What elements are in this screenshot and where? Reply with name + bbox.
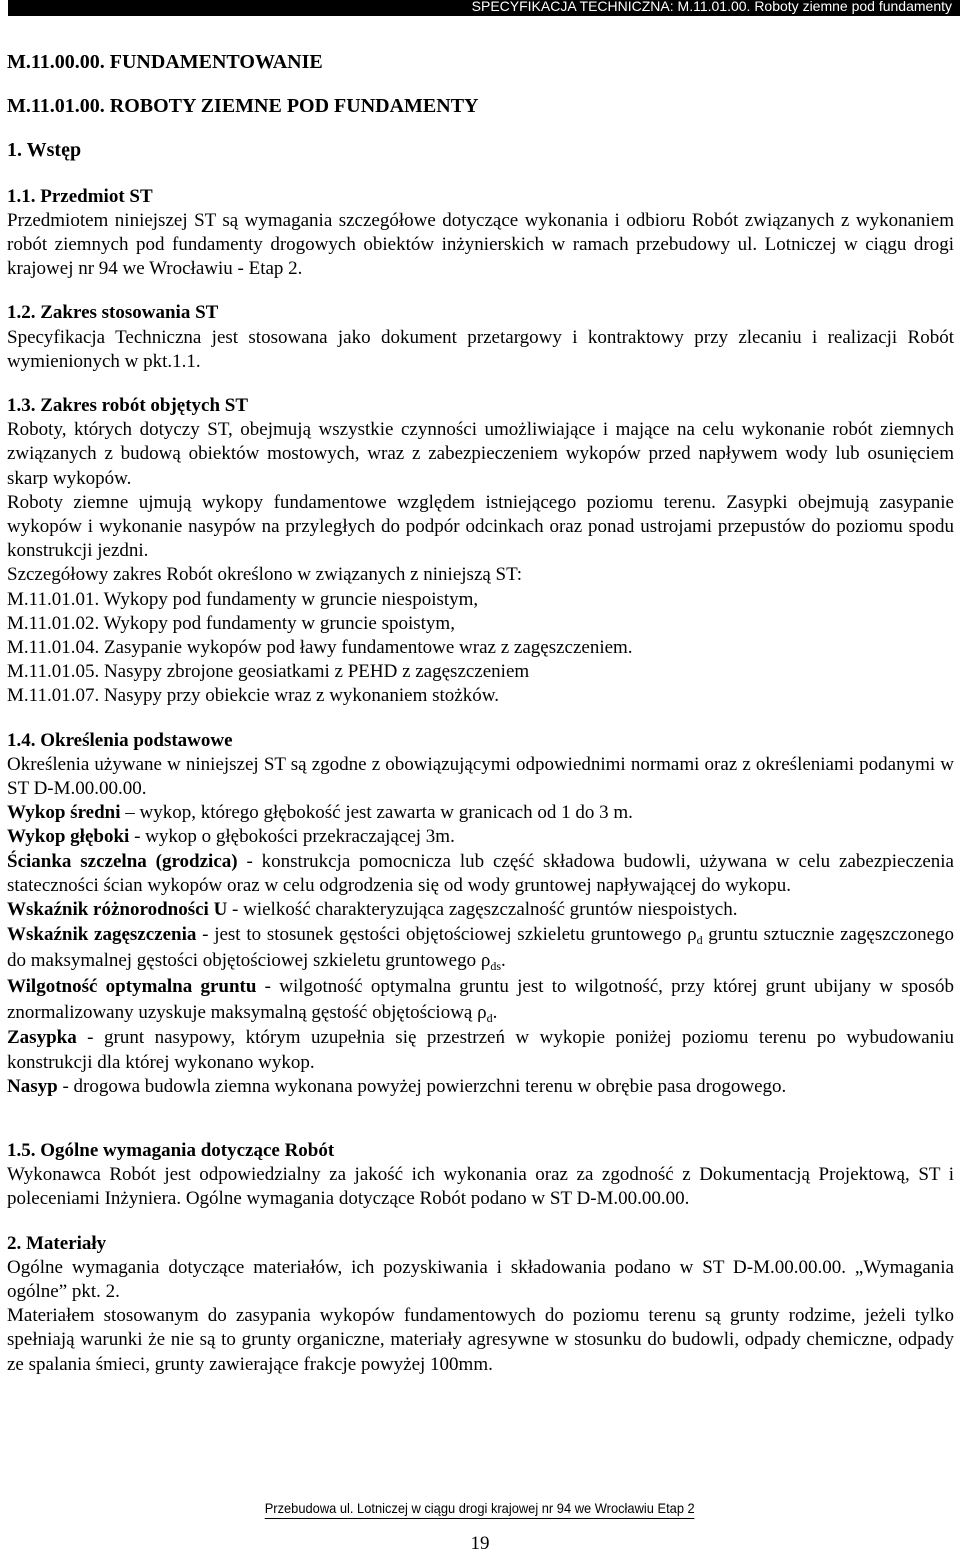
definition-term: Ścianka szczelna (grodzica): [7, 850, 238, 872]
subscript: d: [696, 933, 703, 948]
spec-list-item: M.11.01.05. Nasypy zbrojone geosiatkami z PEHD z zagęszczeniem: [7, 661, 530, 683]
section-1-2-heading: 1.2. Zakres stosowania ST: [7, 302, 219, 324]
section-1-title: 1. Wstęp: [7, 139, 82, 162]
section-1-5-heading: 1.5. Ogólne wymagania dotyczące Robót: [7, 1139, 335, 1161]
spec-list-item: M.11.01.07. Nasypy przy obiekcie wraz z wykonaniem stożków.: [7, 685, 499, 707]
running-header-title: SPECYFIKACJA TECHNICZNA: M.11.01.00. Roboty ziemne pod fundamenty: [471, 0, 952, 14]
definition-term: Wilgotność optymalna gruntu: [7, 976, 257, 998]
spec-title: M.11.01.00. ROBOTY ZIEMNE POD FUNDAMENTY: [7, 95, 479, 118]
definition: [7, 1075, 954, 1099]
chapter-title: M.11.00.00. FUNDAMENTOWANIE: [7, 51, 323, 73]
section-1-3: [7, 394, 954, 709]
section-1-1-body: Przedmiotem niniejszej ST są wymagania szczegółowe dotyczące wykonania i odbioru Robót związanych z wykonaniem robót ziemnych pod fundamenty drogowych obiektów inżynierskich w ramach przebudowy ul. Lotniczej w ciągu drogi krajowej nr 94 we Wrocławiu - Etap 2.: [7, 209, 954, 280]
section-1-2: [7, 301, 954, 374]
spec-list-item: M.11.01.01. Wykopy pod fundamenty w gruncie niespoistym,: [7, 588, 479, 610]
section-1-2-body: Specyfikacja Techniczna jest stosowana jako dokument przetargowy i kontraktowy przy zlecaniu i realizacji Robót wymienionych w pkt.1.1.: [7, 326, 954, 372]
definition-text: - konstrukcja pomocnicza lub część składowa budowli, używana w celu zabezpieczenia stateczności ścian wykopów oraz w celu odgrodzenia się od wody gruntowej napływającej do wykopu.: [7, 850, 954, 896]
definition-text: - grunt nasypowy, którym uzupełnia się przestrzeń w wykopie poniżej poziomu terenu po wybudowaniu konstrukcji dla której wykonano wykop.: [7, 1027, 954, 1073]
section-1-4-intro: Określenia używane w niniejszej ST są zgodne z obowiązującymi odpowiednimi normami oraz z określeniami podanymi w ST D-M.00.00.00.: [7, 753, 954, 800]
definition-text: - wielkość charakteryzująca zagęszczalność gruntów niespoistych.: [227, 899, 738, 921]
subscript: d: [486, 1011, 493, 1026]
definition-term: Wskaźnik różnorodności U: [7, 899, 228, 921]
subscript: ds: [490, 959, 501, 974]
document-page: [7, 50, 954, 1377]
definition-text: .: [492, 1002, 498, 1024]
definition: [7, 1026, 954, 1074]
definition: [7, 974, 954, 1026]
footer-project-title: Przebudowa ul. Lotniczej w ciągu drogi krajowej nr 94 we Wrocławiu Etap 2: [265, 1499, 695, 1519]
definition-text: - wilgotność optymalna gruntu jest to wilgotność, przy której grunt ubijany w sposób znormalizowany uzyskuje maksymalną gęstość objętościową ρ: [7, 976, 954, 1024]
section-2: [7, 1232, 954, 1377]
section-1-3-paragraph: Szczegółowy zakres Robót określono w związanych z niniejszą ST:: [7, 564, 523, 586]
section-2-heading: 2. Materiały: [7, 1232, 107, 1254]
section-1-4-heading: 1.4. Określenia podstawowe: [7, 729, 233, 751]
definition: [7, 922, 954, 974]
section-1-3-paragraph: Roboty ziemne ujmują wykopy fundamentowe względem istniejącego poziomu terenu. Zasypki obejmują zasypanie wykopów i wykonanie nasypów na przyległych do podpór odcinkach oraz ponad ustrojami przepustów do poziomu spodu konstrukcji jezdni.: [7, 491, 954, 562]
section-2-paragraph: Ogólne wymagania dotyczące materiałów, ich pozyskiwania i składowania podano w ST D-M.00.00.00. „Wymagania ogólne” pkt. 2.: [7, 1256, 954, 1302]
definition-term: Wykop średni: [7, 802, 121, 824]
definition-text: gruntu sztucznie zagęszczonego do maksymalnej gęstości objętościowej szkieletu gruntowego ρ: [7, 924, 954, 972]
running-header-bar: [8, 0, 960, 16]
definition-text: – wykop, którego głębokość jest zawarta w granicach od 1 do 3 m.: [120, 802, 633, 824]
definition-term: Nasyp: [7, 1075, 58, 1097]
spec-list-item: M.11.01.04. Zasypanie wykopów pod ławy fundamentowe wraz z zagęszczeniem.: [7, 637, 633, 659]
section-1-5-body: Wykonawca Robót jest odpowiedzialny za jakość ich wykonania oraz za zgodność z Dokumentacją Projektową, ST i poleceniami Inżyniera. Ogólne wymagania dotyczące Robót podano w ST D-M.00.00.00.: [7, 1164, 954, 1210]
section-1-3-paragraph: Roboty, których dotyczy ST, obejmują wszystkie czynności umożliwiające i mające na celu wykonanie robót ziemnych związanych z budową obiektów mostowych, wraz z zabezpieczeniem wykopów przed napływem wody lub osunięciem skarp wykopów.: [7, 419, 954, 489]
definition-text: - wykop o głębokości przekraczającej 3m.: [129, 826, 455, 848]
definition-term: Wskaźnik zagęszczenia: [7, 924, 197, 946]
definition-text: .: [501, 950, 506, 972]
definition-term: Zasypka: [7, 1027, 77, 1049]
definition-term: Wykop głęboki: [7, 826, 130, 848]
definition: [7, 801, 954, 825]
definition-text: - jest to stosunek gęstości objętościowej szkieletu gruntowego ρ: [196, 924, 697, 946]
section-1-5: [7, 1139, 954, 1212]
page-number: 19: [470, 1533, 490, 1555]
spec-list-item: M.11.01.02. Wykopy pod fundamenty w gruncie spoistym,: [7, 612, 455, 634]
section-1-4: [7, 729, 954, 1099]
definition: [7, 898, 954, 922]
definition: [7, 825, 954, 849]
section-1-1: [7, 185, 954, 282]
definition-text: - drogowa budowla ziemna wykonana powyżej powierzchni terenu w obrębie pasa drogowego.: [57, 1075, 787, 1097]
section-2-paragraph: Materiałem stosowanym do zasypania wykopów fundamentowych do poziomu terenu są grunty rodzime, jeżeli tylko spełniają warunki że nie są to grunty organiczne, materiały agresywne w stosunku do budowli, odpady chemiczne, odpady ze spalania śmieci, grunty zawierające frakcje powyżej 100mm.: [7, 1305, 954, 1375]
section-1-1-heading: 1.1. Przedmiot ST: [7, 185, 153, 207]
section-1-3-heading: 1.3. Zakres robót objętych ST: [7, 395, 249, 417]
definition: [7, 850, 954, 898]
page-footer: [0, 1496, 960, 1556]
